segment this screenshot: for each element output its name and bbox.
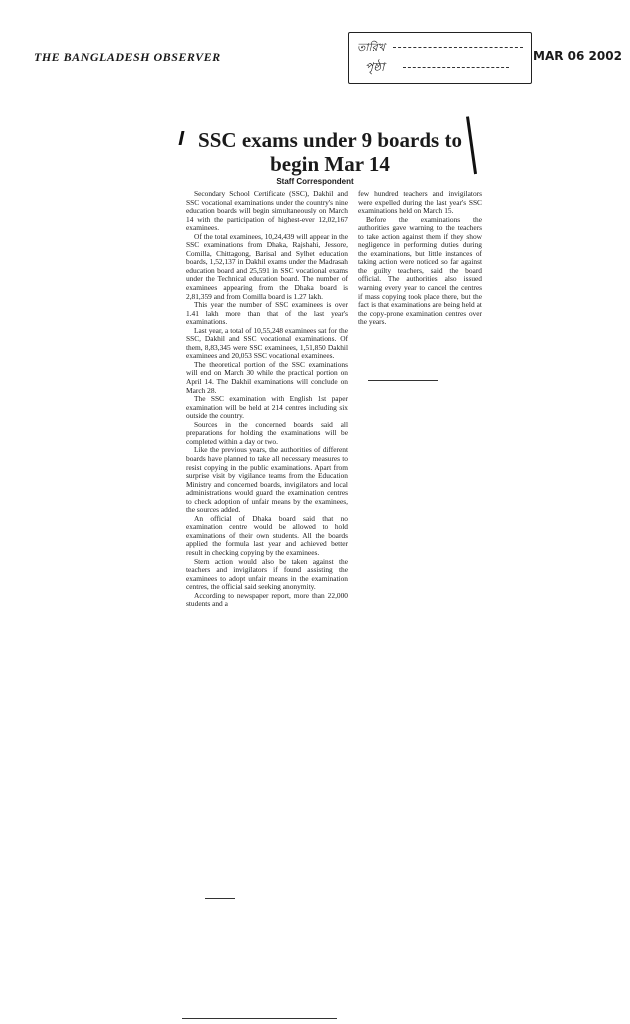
article-end-rule	[368, 380, 438, 381]
article-column-1	[186, 190, 348, 609]
article-column-2	[358, 190, 482, 327]
page-edge-rule	[182, 1018, 337, 1019]
paragraph: This year the number of SSC examinees is over 1.41 lakh more than that of the last year's examinations.	[186, 300, 348, 327]
paragraph: The SSC examination with English 1st paper examination will be held at 214 centres including six outside the country.	[186, 394, 348, 421]
newspaper-masthead: THE BANGLADESH OBSERVER	[34, 50, 221, 64]
stamp-rule	[393, 47, 523, 48]
stamp-rule	[403, 67, 509, 68]
paragraph: The theoretical portion of the SSC examinations will end on March 30 while the practical portion on April 14. The Dakhil examinations will conclude on March 28.	[186, 359, 348, 395]
paragraph: Like the previous years, the authorities of different boards have planned to take all necessary measures to resist copying in the public examinations. Apart from surprise visit by vigilance teams from the Education Ministry and concerned boards, invigilators and local administrations would guard the examination centres to check adoption of unfair means by the examinees, the sources added.	[186, 445, 348, 515]
clipping-stamp	[348, 32, 532, 84]
stamp-date-label: তারিখ	[357, 41, 385, 54]
paragraph: few hundred teachers and invigilators were expelled during the last year's SSC examinations held on March 15.	[358, 189, 482, 216]
paragraph: Last year, a total of 10,55,248 examinees sat for the SSC, Dakhil and SSC vocational examinations. Of them, 8,83,345 were SSC examinees, 1,51,850 Dakhil examinees and 20,053 SSC vocational examinees.	[186, 325, 348, 361]
paragraph: Before the examinations the authorities gave warning to the teachers to take action against them if they show negligence in performing duties during the examinations, but little instances of taking action were noticed so far against the guilty teachers, said the board official. The authorities also issued warning every year to cancel the centres if mass copying took place there, but the fact is that examinations are being held at the copy-prone examination centres over the years.	[358, 214, 482, 327]
paragraph: Of the total examinees, 10,24,439 will appear in the SSC examinations from Dhaka, Rajshahi, Jessore, Comilla, Chittagong, Barisal and Sylhet education boards, 1,52,137 in Dakhil exams under the Madrasah education board and 25,591 in SSC vocational exams under the Technical education board. The number of examinees appearing from the Dhaka board is 2,81,359 and from Comilla board is 1.27 lakh.	[186, 231, 348, 301]
paragraph: According to newspaper report, more than 22,000 students and a	[186, 590, 348, 609]
paragraph: Secondary School Certificate (SSC), Dakhil and SSC vocational examinations under the country's nine education boards will begin simultaneously on March 14 with the participation of highest-ever 12,02,167 examinees.	[186, 189, 348, 233]
article-headline: SSC exams under 9 boards to begin Mar 14	[198, 128, 462, 176]
paragraph: Stern action would also be taken against the teachers and invigilators if found assisting the examinees to adopt unfair means in the examination centres, the official said seeking anonymity.	[186, 556, 348, 592]
paragraph: An official of Dhaka board said that no examination centre would be allowed to hold examinations of their own students. All the boards applied the formula last year and achieved better result in checking copying by the examinees.	[186, 513, 348, 557]
publication-date: MAR 06 2002	[533, 49, 622, 63]
stamp-page-label: পৃষ্ঠা	[365, 60, 385, 74]
paragraph: Sources in the concerned boards said all preparations for holding the examinations will be completed within a day or two.	[186, 419, 348, 446]
article-byline: Staff Correspondent	[276, 177, 354, 186]
continuation-rule	[205, 898, 235, 899]
